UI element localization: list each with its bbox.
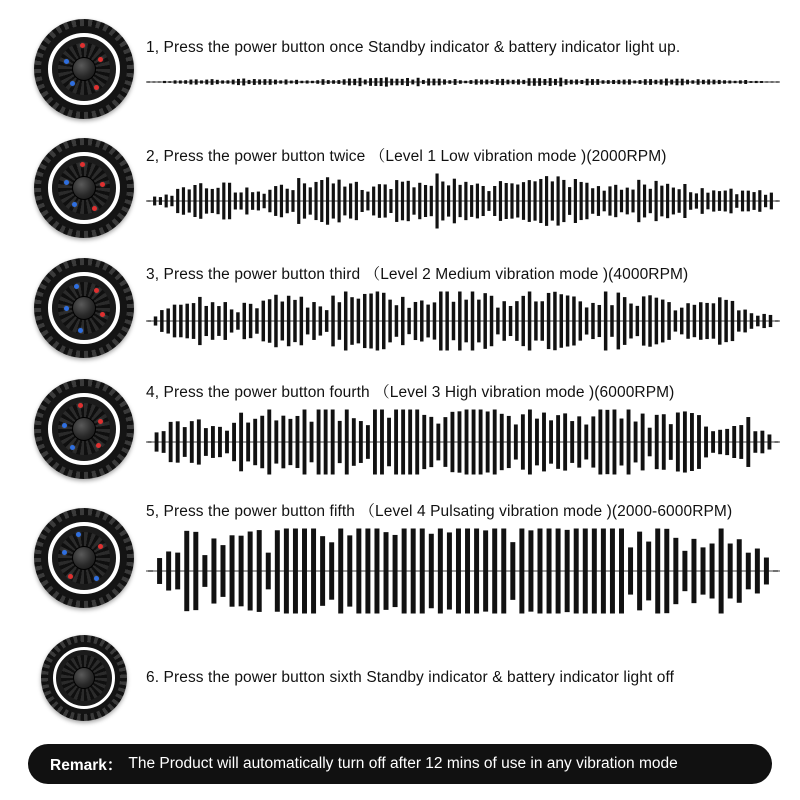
indicator-dot-red [68, 574, 73, 579]
core-cap [72, 417, 96, 441]
indicator-dot-red [94, 288, 99, 293]
massage-head-icon [34, 138, 134, 238]
instruction-row [0, 490, 800, 626]
instruction-row [0, 248, 800, 368]
core-cap [72, 546, 96, 570]
step-text: 4, Press the power button fourth （Level 3 High vibration mode )(6000RPM) [146, 384, 675, 401]
core-cap [72, 296, 96, 320]
instruction-body [146, 147, 780, 229]
indicator-dot-red [80, 43, 85, 48]
remark-bar [28, 744, 772, 784]
step-text: 2, Press the power button twice （Level 1 Low vibration mode )(2000RPM) [146, 148, 667, 165]
massage-head-icon-wrap [22, 138, 146, 238]
indicator-dot-red [98, 544, 103, 549]
level3-high-waveform [146, 409, 780, 475]
instruction-row [0, 128, 800, 248]
indicator-dot-blue [70, 445, 75, 450]
massage-head-icon-wrap [22, 258, 146, 358]
instruction-body [146, 38, 780, 100]
indicator-dot-blue [74, 284, 79, 289]
indicator-dot-blue [62, 550, 67, 555]
instruction-row [0, 10, 800, 128]
massage-head-icon-wrap [22, 635, 146, 721]
indicator-dot-blue [94, 576, 99, 581]
level4-pulsating-waveform [146, 528, 780, 614]
instruction-body [146, 265, 780, 351]
massage-head-icon-wrap [22, 19, 146, 119]
indicator-dot-red [80, 162, 85, 167]
remark-label: Remark： [50, 757, 123, 774]
massage-head-icon [34, 19, 134, 119]
indicator-dot-blue [76, 532, 81, 537]
instruction-body [146, 668, 780, 688]
step-text: 6. Press the power button sixth Standby indicator & battery indicator light off [146, 669, 675, 686]
step-text: 1, Press the power button once Standby indicator & battery indicator light up. [146, 39, 681, 56]
core-cap [72, 57, 96, 81]
indicator-dot-red [94, 85, 99, 90]
massage-head-icon [34, 258, 134, 358]
instruction-row [0, 368, 800, 490]
indicator-dot-blue [64, 59, 69, 64]
indicator-dot-blue [64, 180, 69, 185]
instruction-row [0, 626, 800, 730]
indicator-dot-blue [72, 202, 77, 207]
instruction-body [146, 383, 780, 475]
massage-head-icon-wrap [22, 379, 146, 479]
remark-text: The Product will automatically turn off after 12 mins of use in any vibration mode [128, 755, 678, 772]
massage-head-icon [34, 508, 134, 608]
indicator-dot-red [98, 419, 103, 424]
instruction-body [146, 502, 780, 614]
indicator-dot-red [78, 403, 83, 408]
indicator-dot-red [100, 312, 105, 317]
remark-bar-wrap [0, 744, 800, 784]
core-cap [72, 176, 96, 200]
indicator-dot-red [92, 206, 97, 211]
indicator-dot-blue [62, 423, 67, 428]
indicator-dot-blue [78, 328, 83, 333]
standby-waveform-flat [146, 64, 780, 100]
step-text: 3, Press the power button third （Level 2 Medium vibration mode )(4000RPM) [146, 266, 689, 283]
indicator-dot-red [98, 57, 103, 62]
indicator-dot-blue [64, 306, 69, 311]
level2-medium-waveform [146, 291, 780, 351]
indicator-dot-red [96, 443, 101, 448]
core-cap [73, 667, 95, 689]
step-text: 5, Press the power button fifth （Level 4 Pulsating vibration mode )(2000-6000RPM) [146, 503, 733, 520]
massage-head-icon [34, 379, 134, 479]
indicator-dot-blue [70, 81, 75, 86]
massage-head-icon [41, 635, 127, 721]
level1-low-waveform [146, 173, 780, 229]
indicator-dot-red [100, 182, 105, 187]
massage-head-icon-wrap [22, 508, 146, 608]
